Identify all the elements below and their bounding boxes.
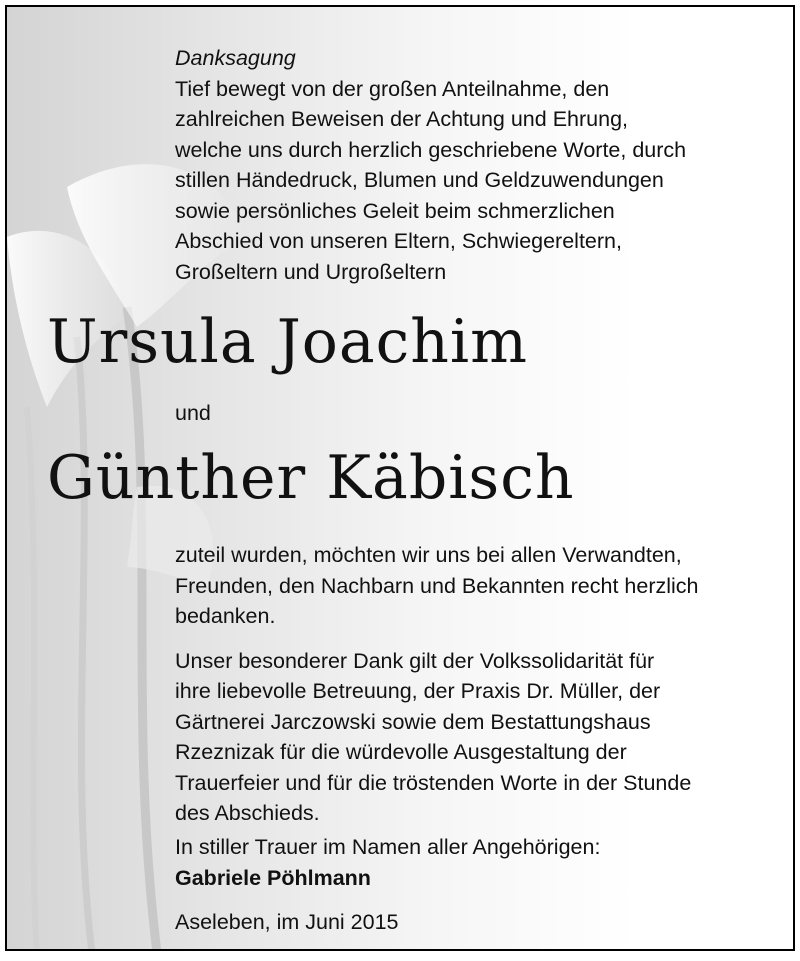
body-line: Unser besonderer Dank gilt der Volkssolidarität für — [175, 648, 655, 673]
body-line: Freunden, den Nachbarn und Bekannten recht herzlich — [175, 573, 699, 598]
intro-line: sowie persönliches Geleit beim schmerzlichen — [175, 198, 615, 223]
body-section — [175, 540, 775, 829]
closing-section — [175, 832, 775, 938]
body-line: Gärtnerei Jarczowski sowie dem Bestattungshaus — [175, 709, 651, 734]
body-line: bedanken. — [175, 604, 276, 628]
intro-title: Danksagung — [175, 46, 296, 70]
intro-line: Großeltern und Urgroßeltern — [175, 259, 447, 284]
body-line: zuteil wurden, möchten wir uns bei allen Verwandten, — [175, 543, 682, 567]
name-connector: und — [175, 401, 211, 425]
intro-line: Tief bewegt von der großen Anteilnahme, den — [175, 76, 610, 101]
body-line: ihre liebevolle Betreuung, der Praxis Dr. Müller, der — [175, 679, 661, 703]
deceased-name-2: Günther Käbisch — [47, 443, 575, 513]
intro-line: stillen Händedruck, Blumen und Geldzuwendungen — [175, 168, 664, 192]
intro-line: zahlreichen Beweisen der Achtung und Ehrung, — [175, 107, 629, 131]
intro-line: Abschied von unseren Eltern, Schwiegereltern, — [175, 229, 622, 253]
intro-line: welche uns durch herzlich geschriebene Worte, durch — [175, 137, 687, 162]
intro-section — [175, 43, 775, 287]
body-line: des Abschieds. — [175, 801, 320, 825]
deceased-name-1: Ursula Joachim — [47, 307, 528, 377]
mourning-line: In stiller Trauer im Namen aller Angehörigen: — [175, 835, 601, 859]
obituary-notice — [5, 5, 795, 951]
body-line: Rzeznizak für die würdevolle Ausgestaltung der — [175, 740, 627, 764]
signer-name: Gabriele Pöhlmann — [175, 865, 371, 890]
body-line: Trauerfeier und für die tröstenden Worte in der Stunde — [175, 770, 692, 795]
place-date: Aseleben, im Juni 2015 — [175, 910, 399, 934]
